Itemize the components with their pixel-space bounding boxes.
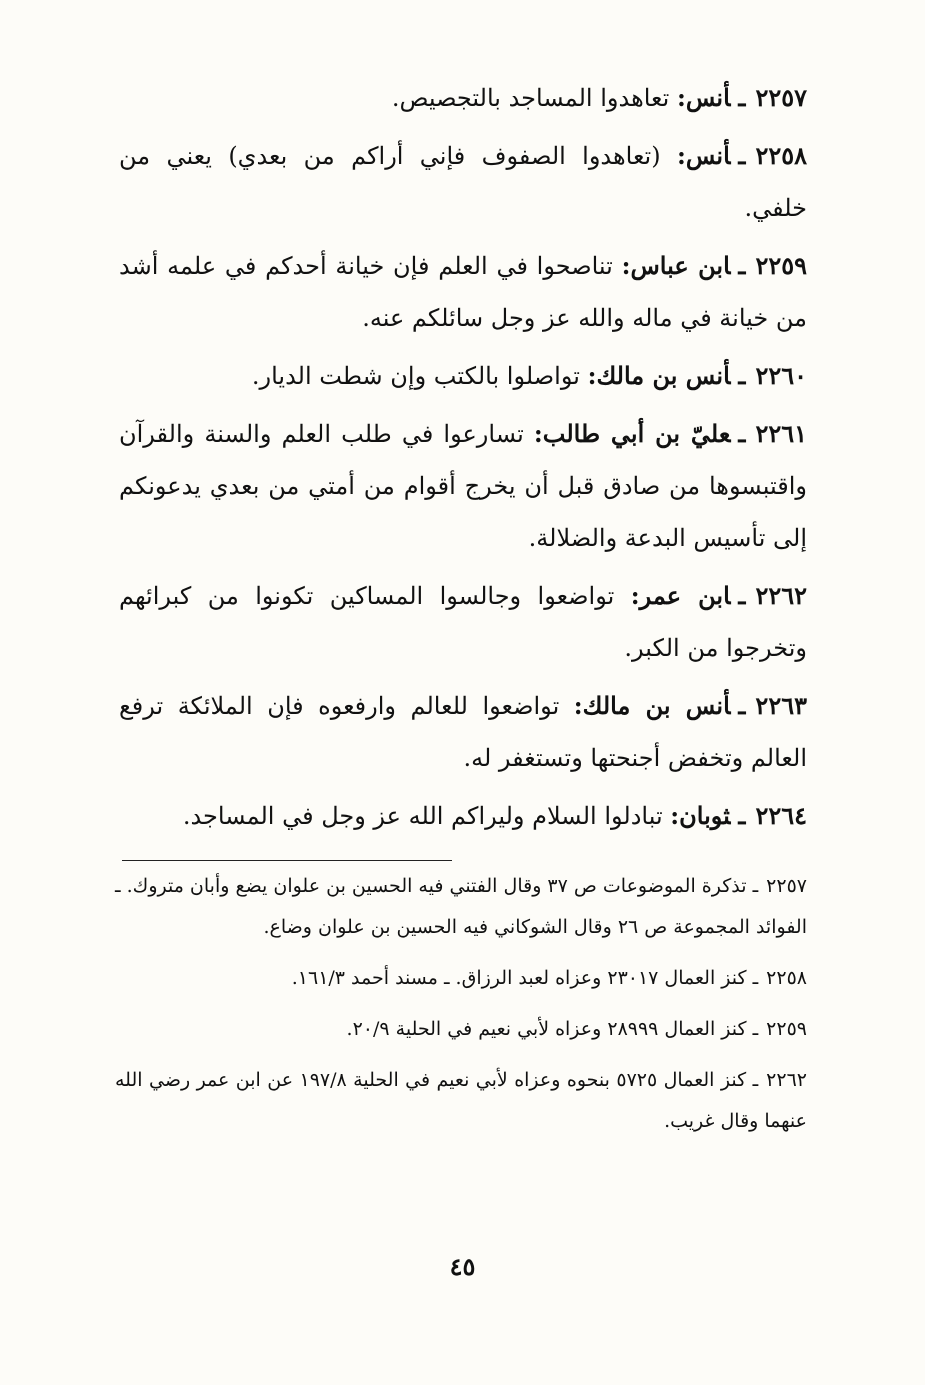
entry-number: ٢٢٥٨ [755,141,807,170]
hadith-entry-2264 [119,790,807,842]
hadith-entry-2257 [119,72,807,124]
footnote-2258 [115,958,807,999]
entry-number: ٢٢٦١ [755,419,807,448]
entry-dash: ـ [738,361,746,390]
hadith-entry-2259 [119,240,807,344]
footnote-number: ٢٢٥٩ [766,1018,807,1040]
entry-dash: ـ [738,251,746,280]
footnote-dash: ـ [752,967,759,989]
footnote-number: ٢٢٥٨ [766,967,807,989]
hadith-entry-2262 [119,570,807,674]
main-text [119,72,807,848]
page-number: ٤٥ [449,1252,476,1281]
footnote-separator [122,860,452,861]
entry-text: (تعاهدوا الصفوف فإني أراكم من بعدي) يعني من خلفي. [119,142,807,222]
entry-narrator: ثوبان: [670,801,731,830]
hadith-entry-2261 [119,408,807,564]
hadith-entry-2260 [119,350,807,402]
entry-number: ٢٢٦٤ [755,801,807,830]
entry-dash: ـ [738,141,746,170]
entry-dash: ـ [738,691,746,720]
entry-narrator: أنس بن مالك: [587,361,731,390]
entry-text: تسارعوا في طلب العلم والسنة والقرآن واقتبسوها من صادق قبل أن يخرج أقوام من أمتي من بعدي يدعونكم إلى تأسيس البدعة والضلالة. [119,420,807,552]
entry-narrator: أنس: [676,141,731,170]
entry-number: ٢٢٥٧ [755,83,807,112]
footnotes [115,866,807,1152]
footnote-dash: ـ [752,1018,759,1040]
footnote-2262 [115,1060,807,1142]
entry-narrator: ابن عمر: [630,581,731,610]
hadith-entry-2263 [119,680,807,784]
footnote-text: تذكرة الموضوعات ص ٣٧ وقال الفتني فيه الحسين بن علوان يضع وأبان متروك. ـ الفوائد المجموعة ص ٢٦ وقال الشوكاني فيه الحسين بن علوان وضاع. [115,875,807,938]
hadith-entry-2258 [119,130,807,234]
entry-text: تبادلوا السلام وليراكم الله عز وجل في المساجد. [182,802,663,830]
entry-narrator: ابن عباس: [621,251,731,280]
entry-text: تناصحوا في العلم فإن خيانة أحدكم في علمه أشد من خيانة في ماله والله عز وجل سائلكم عنه. [119,252,807,332]
entry-text: تواضعوا وجالسوا المساكين تكونوا من كبرائهم وتخرجوا من الكبر. [119,582,807,662]
entry-text: تواضعوا للعالم وارفعوه فإن الملائكة ترفع العالم وتخفض أجنحتها وتستغفر له. [119,692,807,772]
footnote-2259 [115,1009,807,1050]
footnote-text: كنز العمال ٢٨٩٩٩ وعزاه لأبي نعيم في الحلية ٢٠/٩. [346,1018,747,1040]
entry-dash: ـ [738,581,746,610]
footnote-number: ٢٢٦٢ [766,1069,807,1091]
entry-dash: ـ [738,419,746,448]
footnote-text: كنز العمال ٢٣٠١٧ وعزاه لعبد الرزاق. ـ مسند أحمد ١٦١/٣. [291,967,747,989]
entry-number: ٢٢٦٣ [755,691,807,720]
entry-text: تواصلوا بالكتب وإن شطت الديار. [251,362,580,390]
entry-dash: ـ [738,83,746,112]
footnote-dash: ـ [752,1069,759,1091]
entry-dash: ـ [738,801,746,830]
entry-number: ٢٢٦٢ [755,581,807,610]
footnote-number: ٢٢٥٧ [766,875,807,897]
entry-text: تعاهدوا المساجد بالتجصيص. [391,84,670,112]
entry-narrator: أنس بن مالك: [573,691,731,720]
entry-number: ٢٢٥٩ [755,251,807,280]
entry-narrator: أنس: [676,83,731,112]
footnote-text: كنز العمال ٥٧٢٥ بنحوه وعزاه لأبي نعيم في الحلية ١٩٧/٨ عن ابن عمر رضي الله عنهما وقال غريب. [115,1069,807,1132]
entry-number: ٢٢٦٠ [755,361,807,390]
footnote-2257 [115,866,807,948]
entry-narrator: عليّ بن أبي طالب: [533,419,731,448]
footnote-dash: ـ [752,875,759,897]
